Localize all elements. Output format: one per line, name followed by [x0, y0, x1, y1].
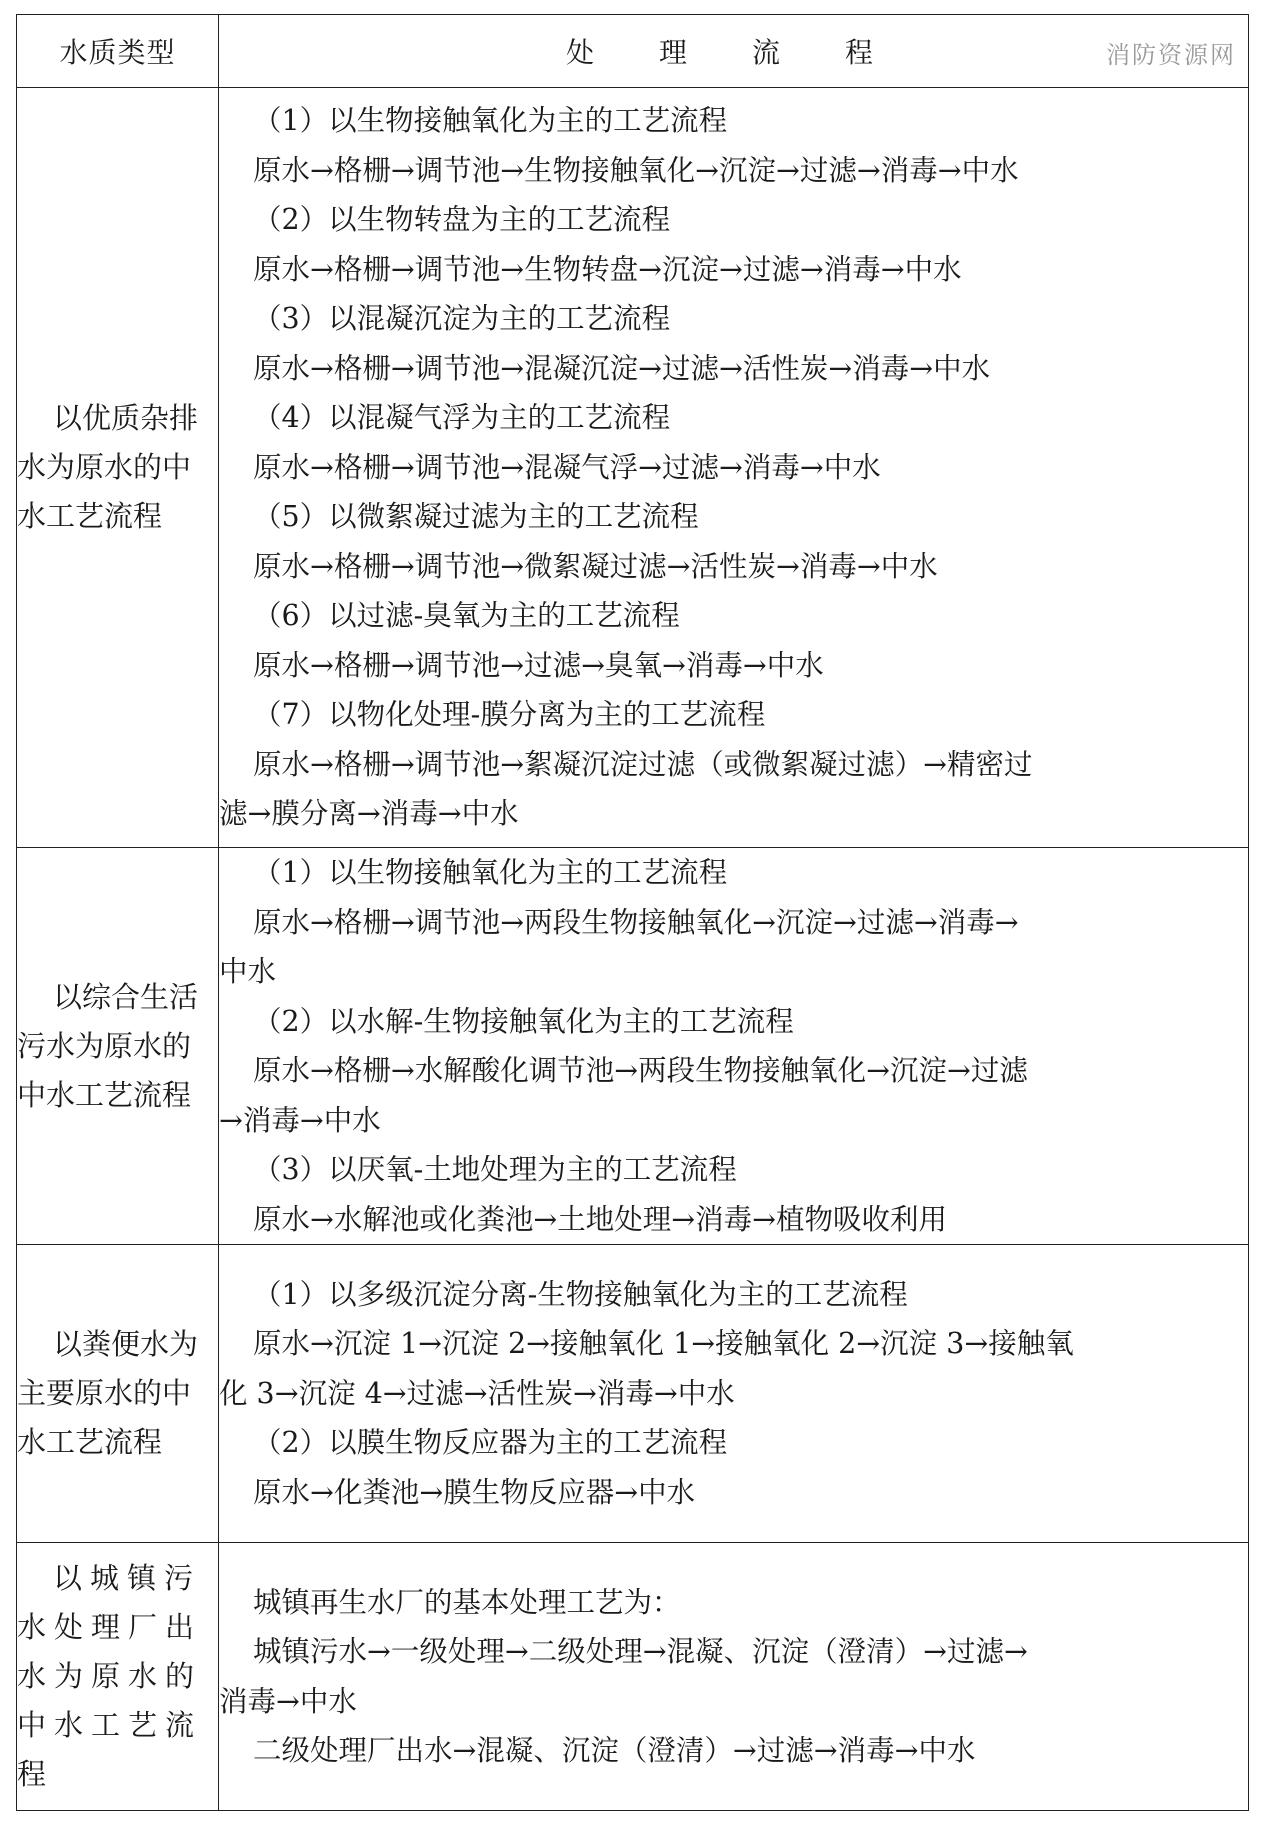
- water-type-label: 以城镇污水处理厂出水为原水的中水工艺流程: [17, 1561, 203, 1791]
- flow-line: 原水→格栅→调节池→生物接触氧化→沉淀→过滤→消毒→中水: [253, 153, 1019, 187]
- flow-line: （5）以微絮凝过滤为主的工艺流程: [253, 500, 699, 534]
- flow-line: →消毒→中水: [219, 1103, 381, 1137]
- watermark: 消防资源网: [1106, 41, 1236, 69]
- flow-line: 原水→水解池或化粪池→土地处理→消毒→植物吸收利用: [253, 1202, 948, 1236]
- flow-line: 原水→格栅→调节池→两段生物接触氧化→沉淀→过滤→消毒→: [253, 905, 1019, 939]
- flow-line: 二级处理厂出水→混凝、沉淀（澄清）→过滤→消毒→中水: [253, 1734, 976, 1767]
- flow-line: （1）以生物接触氧化为主的工艺流程: [253, 104, 728, 138]
- flow-line: 原水→格栅→调节池→过滤→臭氧→消毒→中水: [253, 648, 824, 682]
- table-row: [17, 1543, 1249, 1811]
- table-row: [17, 88, 1249, 848]
- water-type-label: 以粪便水为主要原水的中水工艺流程: [17, 1327, 199, 1459]
- water-type-cell: [17, 848, 219, 1245]
- flow-line: 化 3→沉淀 4→过滤→活性炭→消毒→中水: [219, 1376, 735, 1410]
- process-flow-cell: [219, 1245, 1249, 1543]
- process-flow-cell: [219, 848, 1249, 1245]
- header-process-flow: 处 理 流 程: [219, 15, 1249, 88]
- flow-line: （1）以多级沉淀分离-生物接触氧化为主的工艺流程: [253, 1277, 908, 1311]
- flow-line: （6）以过滤-臭氧为主的工艺流程: [253, 599, 680, 633]
- flow-line: （2）以水解-生物接触氧化为主的工艺流程: [253, 1004, 794, 1038]
- water-type-cell: [17, 1543, 219, 1811]
- flow-line: 原水→格栅→水解酸化调节池→两段生物接触氧化→沉淀→过滤: [253, 1054, 1028, 1087]
- flow-line: 原水→沉淀 1→沉淀 2→接触氧化 1→接触氧化 2→沉淀 3→接触氧: [253, 1327, 1074, 1361]
- water-treatment-table: [16, 14, 1249, 1811]
- flow-line: 消毒→中水: [219, 1684, 357, 1718]
- flow-line: 滤→膜分离→消毒→中水: [219, 797, 519, 831]
- table-header-row: [17, 15, 1249, 88]
- flow-line: 城镇再生水厂的基本处理工艺为：: [253, 1585, 681, 1619]
- water-type-label: 以综合生活污水为原水的中水工艺流程: [17, 979, 199, 1112]
- flow-line: （2）以生物转盘为主的工艺流程: [253, 203, 671, 237]
- flow-line: （2）以膜生物反应器为主的工艺流程: [253, 1426, 728, 1460]
- flow-line: 原水→格栅→调节池→微絮凝过滤→活性炭→消毒→中水: [253, 549, 938, 583]
- flow-line: 城镇污水→一级处理→二级处理→混凝、沉淀（澄清）→过滤→: [253, 1635, 1028, 1668]
- table-row: [17, 848, 1249, 1245]
- process-flow-cell: [219, 1543, 1249, 1811]
- flow-line: （3）以厌氧-土地处理为主的工艺流程: [253, 1153, 737, 1186]
- flow-line: 原水→格栅→调节池→絮凝沉淀过滤（或微絮凝过滤）→精密过: [253, 747, 1033, 781]
- flow-line: 原水→格栅→调节池→生物转盘→沉淀→过滤→消毒→中水: [253, 252, 962, 286]
- flow-line: （4）以混凝气浮为主的工艺流程: [253, 401, 671, 435]
- header-water-type: 水质类型: [17, 15, 219, 88]
- flow-line: 原水→化粪池→膜生物反应器→中水: [253, 1475, 696, 1509]
- flow-line: 中水: [219, 955, 277, 988]
- flow-line: （7）以物化处理-膜分离为主的工艺流程: [253, 698, 766, 732]
- flow-line: （1）以生物接触氧化为主的工艺流程: [253, 856, 728, 889]
- flow-line: 原水→格栅→调节池→混凝沉淀→过滤→活性炭→消毒→中水: [253, 351, 991, 385]
- flow-line: （3）以混凝沉淀为主的工艺流程: [253, 302, 671, 336]
- water-type-label: 以优质杂排水为原水的中水工艺流程: [17, 401, 199, 533]
- water-type-cell: [17, 1245, 219, 1543]
- water-type-cell: [17, 88, 219, 848]
- process-flow-cell: [219, 88, 1249, 848]
- flow-line: 原水→格栅→调节池→混凝气浮→过滤→消毒→中水: [253, 450, 881, 484]
- table-row: [17, 1245, 1249, 1543]
